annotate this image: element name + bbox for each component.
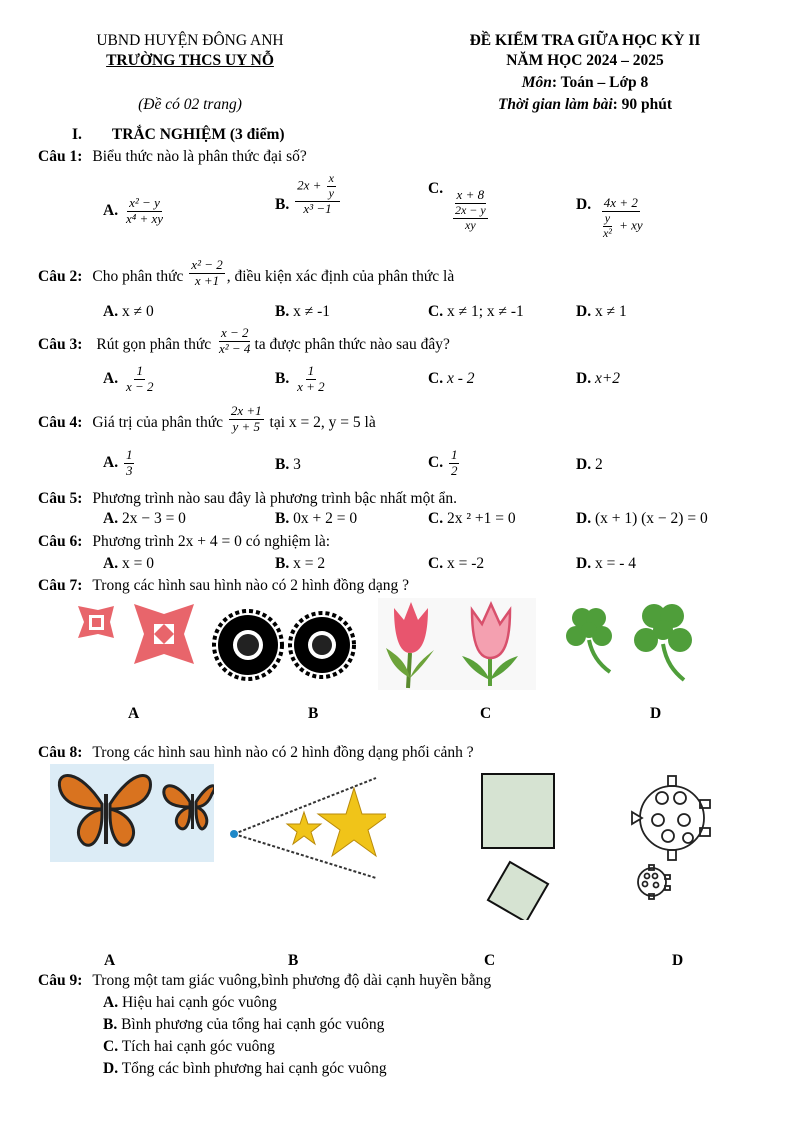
- q3-option-a: A. $\frac{1}{x - 2}$: [103, 363, 154, 394]
- q7-figure-d: [560, 600, 700, 685]
- org-name: UBND HUYỆN ĐÔNG ANH: [96, 32, 284, 49]
- q9-stem: Câu 9: Trong một tam giác vuông,bình phương độ dài cạnh huyền bằng: [38, 972, 492, 989]
- q8-label-b: B: [288, 952, 299, 969]
- q4-option-c: C. $\frac{1}{2}$: [428, 447, 458, 478]
- q5-option-c: C. 2x ² +1 = 0: [428, 510, 516, 527]
- q3-stem: Câu 3: Rút gọn phân thức $\frac{x - 2}{\text{x² − 4}}$ ta được phân thức nào sau đây?: [38, 325, 450, 356]
- q5-option-a: A. 2x − 3 = 0: [103, 510, 186, 527]
- q1-option-d: D. 4x + 2 $\frac{y}{\text{x²}}$ + xy: [576, 195, 643, 240]
- q2-option-a: A. x ≠ 0: [103, 303, 154, 320]
- q8-label-c: C: [484, 952, 496, 969]
- q5-option-d: D. (x + 1) (x − 2) = 0: [576, 510, 708, 527]
- q7-figure-a: [74, 600, 204, 680]
- time-line: Thời gian làm bài: 90 phút: [497, 96, 673, 113]
- q9-option-a: A. Hiệu hai cạnh góc vuông: [103, 994, 277, 1011]
- q3-option-b: B. $\frac{1}{x + 2}$: [275, 363, 325, 394]
- q4-option-b: B. 3: [275, 456, 301, 473]
- q2-option-b: B. x ≠ -1: [275, 303, 331, 320]
- q8-figure-d: [628, 770, 718, 910]
- q9-option-c: C. Tích hai cạnh góc vuông: [103, 1038, 275, 1055]
- q2-option-c: C. x ≠ 1; x ≠ -1: [428, 303, 524, 320]
- q7-label-d: D: [650, 705, 662, 722]
- q7-label-b: B: [308, 705, 319, 722]
- q7-stem: Câu 7: Trong các hình sau hình nào có 2 hình đồng dạng ?: [38, 577, 410, 594]
- q2-stem: Câu 2: Cho phân thức $\frac{\text{x² − 2}}{x +1}$ , điều kiện xác định của phân thức là: [38, 257, 455, 288]
- q9-option-b: B. Bình phương của tổng hai cạnh góc vuông: [103, 1016, 385, 1033]
- pages-note: (Đề có 02 trang): [138, 96, 242, 113]
- q7-figure-c: [378, 598, 536, 690]
- q1-option-c: C. $\frac{x + 8}{\frac{2x - y}{xy}}$: [428, 180, 486, 232]
- subject-line: Môn: Toán – Lớp 8: [521, 74, 649, 91]
- q5-stem: Câu 5: Phương trình nào sau đây là phương trình bậc nhất một ẩn.: [38, 490, 458, 507]
- q7-figure-b: [210, 600, 360, 685]
- q3-option-c: C. x - 2: [428, 370, 475, 387]
- school-name: TRƯỜNG THCS UY NỖ: [106, 52, 274, 69]
- q6-option-b: B. x = 2: [275, 555, 326, 572]
- q4-stem: Câu 4: Giá trị của phân thức $\frac{2x +1}{y + 5}$ tại x = 2, y = 5 là: [38, 403, 376, 434]
- q4-option-a: A. $\frac{1}{3}$: [103, 447, 133, 478]
- q7-label-a: A: [128, 705, 140, 722]
- q6-stem: Câu 6: Phương trình 2x + 4 = 0 có nghiệm là:: [38, 533, 331, 550]
- q5-option-b: B. 0x + 2 = 0: [275, 510, 358, 527]
- q3-option-d: D. x+2: [576, 370, 621, 387]
- q8-stem: Câu 8: Trong các hình sau hình nào có 2 hình đồng dạng phối cảnh ?: [38, 744, 474, 761]
- q1-option-a: A. $\frac{\text{x² − y}}{\text{x⁴ + xy}}$: [103, 195, 164, 226]
- section-title: I. TRẮC NGHIỆM (3 điểm): [72, 126, 285, 143]
- q4-option-d: D. 2: [576, 456, 603, 473]
- q6-option-c: C. x = -2: [428, 555, 485, 572]
- q2-option-d: D. x ≠ 1: [576, 303, 627, 320]
- q6-option-a: A. x = 0: [103, 555, 154, 572]
- q7-label-c: C: [480, 705, 492, 722]
- q1-option-b: B. 2x + $\frac{x}{y}$ x³ −1: [275, 172, 342, 217]
- q1-stem: Câu 1: Biểu thức nào là phân thức đại số?: [38, 148, 307, 165]
- q8-figure-a: [50, 764, 214, 862]
- school-year: NĂM HỌC 2024 – 2025: [506, 52, 664, 69]
- q8-figure-c: [474, 770, 564, 920]
- q8-figure-b: [226, 772, 386, 880]
- q8-label-d: D: [672, 952, 684, 969]
- q9-option-d: D. Tổng các bình phương hai cạnh góc vuông: [103, 1060, 387, 1077]
- q6-option-d: D. x = - 4: [576, 555, 636, 572]
- exam-title: ĐỀ KIỂM TRA GIỮA HỌC KỲ II: [469, 32, 701, 49]
- q8-label-a: A: [104, 952, 116, 969]
